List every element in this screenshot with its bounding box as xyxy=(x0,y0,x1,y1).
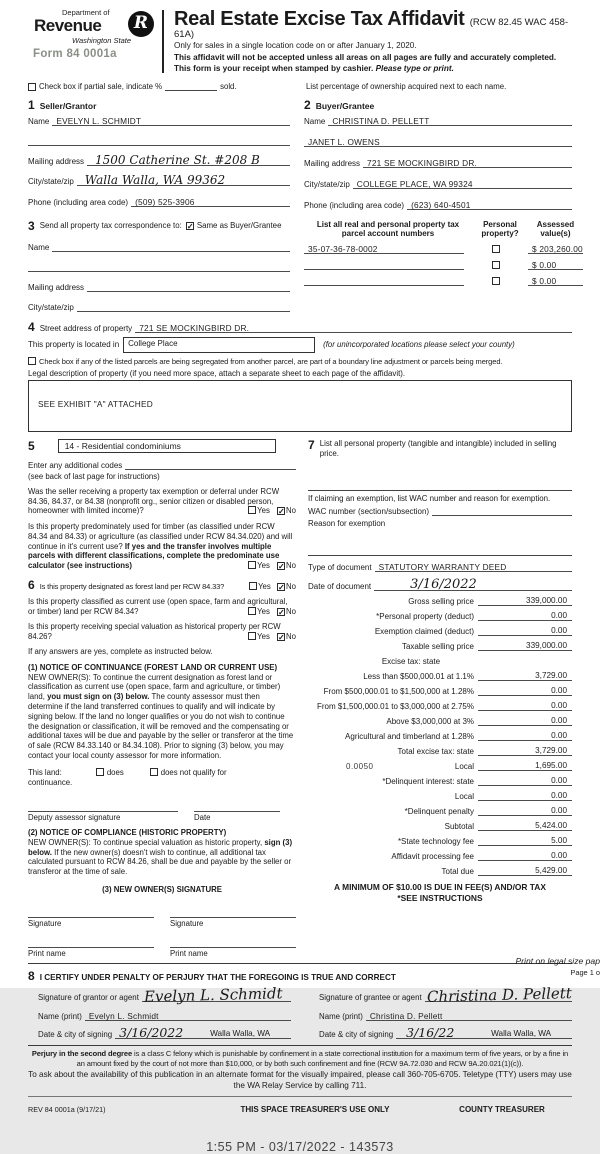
grantee-city-value: Walla Walla, WA xyxy=(491,1028,552,1038)
does-not-label: does not qualify for xyxy=(160,767,227,777)
form-title: Real Estate Excise Tax Affidavit xyxy=(174,8,465,30)
treasurer-stamp: 1:55 PM - 03/17/2022 - 143573 xyxy=(206,1139,394,1154)
tax-row: *Personal property (deduct) 0.00 xyxy=(308,611,572,621)
correspondence-label: Send all property tax correspondence to: xyxy=(39,221,182,231)
total-due-field[interactable]: 5,429.00 xyxy=(478,866,572,876)
buyer-mailing-value: 721 SE MOCKINGBIRD DR. xyxy=(367,157,478,168)
legal-description-label: Legal description of property (if you need more space, attach a separate sheet to each page of the affidavit). xyxy=(28,368,406,378)
document-date-value: 3/16/2022 xyxy=(410,576,477,592)
perjury-notice: Perjury in the second degree is a class C felony which is punishable by confinement in a state correctional institution for a maximum term of five years, or by a fine in an amount fixed by the court of not more than $10,000, or by both such confinement and fine (RCW 9A.72.030 and RCW 9A.20.021(1)(c)). xyxy=(31,1048,569,1068)
timber-no-checkbox[interactable]: ✓ xyxy=(278,562,285,572)
grantee-date-value: 3/16/22 xyxy=(406,1024,455,1040)
does-label: does xyxy=(106,767,124,777)
current-use-question: Is this property classified as current use (open space, farm and agricultural, or timber) land per RCW 84.34? Yes ✓No xyxy=(28,596,296,617)
segregated-label: Check box if any of the listed parcels are being segregated from another parcel, are part of a boundary line adjustment or parcels being merged. xyxy=(39,356,503,366)
grantee-signature-value: Christina D. Pellett xyxy=(426,984,572,1006)
legal-description-box[interactable] xyxy=(28,380,572,432)
gross-selling-price-field[interactable]: 339,000.00 xyxy=(478,596,572,606)
buyer-city-field[interactable] xyxy=(353,178,572,189)
if-yes-note: If any answers are yes, complete as instructed below. xyxy=(28,646,213,656)
seller-section-title: Seller/Grantor xyxy=(39,100,97,111)
additional-codes-field[interactable] xyxy=(125,460,296,470)
exemption-no-checkbox[interactable]: ✓ xyxy=(278,507,285,517)
personal-property-field[interactable] xyxy=(308,459,572,491)
buyer-name2-field[interactable] xyxy=(304,136,572,147)
historical-no-checkbox[interactable]: ✓ xyxy=(278,633,285,643)
tax-row: Exemption claimed (deduct) 0.00 xyxy=(308,626,572,636)
seller-city-field[interactable] xyxy=(77,172,290,187)
header-note-2: This affidavit will not be accepted unless all areas on all pages are fully and accurately completed. xyxy=(174,52,557,62)
personal-property-checkbox[interactable] xyxy=(492,245,500,253)
delinquent-interest-local-field[interactable]: 0.00 xyxy=(478,791,572,801)
same-as-buyer-label: Same as Buyer/Grantee xyxy=(196,221,282,231)
seller-city-value: Walla Walla, WA 99362 xyxy=(84,172,226,187)
new-owner-signature-field-2[interactable] xyxy=(170,908,296,918)
tax-row: *State technology fee 5.00 xyxy=(308,836,572,846)
buyer-phone-value: (623) 640-4501 xyxy=(411,199,471,210)
divider xyxy=(28,1045,572,1046)
parcel-number-field[interactable] xyxy=(304,275,464,286)
assessed-value-field[interactable]: $ 0.00 xyxy=(528,275,583,286)
notice-compliance-title: (2) NOTICE OF COMPLIANCE (HISTORIC PROPERTY) xyxy=(28,827,227,837)
timber-agriculture-question: Is this property predominately used for timber (as classified under RCW 84.34 and 84.33) or agriculture (as classified under RCW 84.34.020) and will continue in it's current use? If yes and the transfer involves multiple parcels with different classifications, complete the predominate use calculator (see instructions) Yes ✓No xyxy=(28,522,296,572)
taxable-selling-price-field[interactable]: 339,000.00 xyxy=(478,641,572,651)
treasurer-use-label: THIS SPACE TREASURER'S USE ONLY xyxy=(240,1104,390,1114)
header-note-3: This form is your receipt when stamped by cashier. Please type or print. xyxy=(174,64,454,74)
buyer-mailing-field[interactable] xyxy=(363,157,572,168)
correspondence-mailing-field[interactable] xyxy=(87,282,290,292)
form-rcw-reference: (RCW 82.45 WAC 458-61A) xyxy=(174,17,569,40)
dept-of-label: Department of xyxy=(62,8,110,17)
delinquent-penalty-field[interactable]: 0.00 xyxy=(478,806,572,816)
section-1-number: 1 xyxy=(28,97,35,112)
tier4-tax-field[interactable]: 0.00 xyxy=(478,716,572,726)
tax-row: From $1,500,000.01 to $3,000,000 at 2.75% 0.00 xyxy=(308,701,572,711)
header-divider xyxy=(162,10,164,73)
tax-row: Above $3,000,000 at 3% 0.00 xyxy=(308,716,572,726)
section-2-number: 2 xyxy=(304,97,311,112)
partial-sale-checkbox[interactable] xyxy=(28,83,36,91)
grantor-signature-value: Evelyn L. Schmidt xyxy=(143,984,283,1006)
total-state-excise-field[interactable]: 3,729.00 xyxy=(478,746,572,756)
seller-mailing-field[interactable] xyxy=(87,152,290,167)
tax-row: Subtotal 5,424.00 xyxy=(308,821,572,831)
new-owner-signature-row: Signature Signature xyxy=(28,908,296,928)
this-land-label: This land: xyxy=(28,767,62,777)
land-use-code-value: 14 - Residential condominiums xyxy=(64,440,181,451)
street-address-field[interactable] xyxy=(135,322,572,333)
correspondence-section: 3 Send all property tax correspondence to: ✓ Same as Buyer/Grantee Name Mailing address City/state/zip xyxy=(28,220,290,312)
seller-name-value: EVELYN L. SCHMIDT xyxy=(56,115,142,126)
assessed-value-col-header: Assessed value(s) xyxy=(536,219,575,239)
deputy-date-field[interactable] xyxy=(194,802,280,812)
exemption-note: If claiming an exemption, list WAC number and reason for exemption. xyxy=(308,493,551,503)
seller-section: 1 Seller/Grantor Name EVELYN L. SCHMIDT Mailing address 1500 Catherine St. #208 B City/state/zip Walla Walla, WA 99362 Phone (including area code) (509) 525-3906 xyxy=(28,99,290,210)
tier2-tax-field[interactable]: 0.00 xyxy=(478,686,572,696)
form-number: Form 84 0001a xyxy=(33,48,117,60)
document-type-field[interactable] xyxy=(375,561,572,572)
section-4-number: 4 xyxy=(28,319,35,334)
exemption-deferral-question: Was the seller receiving a property tax exemption or deferral under RCW 84.36, 84.37, or 84.38 (nonprofit org., senior citizen or disabled person, homeowner with limited income)? Yes ✓No xyxy=(28,486,296,517)
buyer-city-value: COLLEGE PLACE, WA 99324 xyxy=(356,178,473,189)
certification-section xyxy=(28,970,572,1039)
agricultural-tax-field[interactable]: 0.00 xyxy=(478,731,572,741)
affidavit-processing-fee-field[interactable]: 0.00 xyxy=(478,851,572,861)
new-owner-print-name-field-1[interactable] xyxy=(28,938,154,948)
new-owner-print-name-field-2[interactable] xyxy=(170,938,296,948)
current-use-no-checkbox[interactable]: ✓ xyxy=(278,607,285,617)
partial-sale-row xyxy=(28,82,572,91)
legal-description-value: SEE EXHIBIT "A" ATTACHED xyxy=(38,398,153,409)
grantee-date-city-field[interactable] xyxy=(396,1024,572,1040)
grantor-date-value: 3/16/2022 xyxy=(119,1024,184,1040)
revenue-wordmark: Revenue xyxy=(34,16,102,35)
washington-state-label: Washington State xyxy=(72,36,132,45)
tier1-tax-field[interactable]: 3,729.00 xyxy=(478,671,572,681)
local-rate-value[interactable]: 0.0050 xyxy=(346,761,374,771)
deputy-signature-field[interactable] xyxy=(28,802,178,812)
grantor-signature-field[interactable] xyxy=(142,984,291,1006)
grantor-print-name-field[interactable] xyxy=(85,1010,291,1021)
grantor-signature-block: Signature of grantor or agent Evelyn L. Schmidt Name (print) Evelyn L. Schmidt Date & city of signing 3/16/2022 Walla Walla, WA xyxy=(28,984,291,1039)
form-header xyxy=(28,8,572,75)
grantor-date-city-field[interactable] xyxy=(115,1024,291,1040)
tax-row: Total excise tax: state 3,729.00 xyxy=(308,746,572,756)
new-owner-print-name-row: Print name Print name xyxy=(28,938,296,958)
grantee-print-name-value: Christina D. Pellett xyxy=(369,1010,443,1021)
buyer-name-value: CHRISTINA D. PELLETT xyxy=(332,115,430,126)
street-address-value: 721 SE MOCKINGBIRD DR. xyxy=(139,322,250,333)
page-number: Page 1 o xyxy=(570,968,600,977)
current-use-yes-checkbox[interactable] xyxy=(248,607,256,615)
section-6-number: 6 xyxy=(28,577,35,592)
certification-statement: I CERTIFY UNDER PENALTY OF PERJURY THAT THE FOREGOING IS TRUE AND CORRECT xyxy=(39,972,396,982)
tax-row: Taxable selling price 339,000.00 xyxy=(308,641,572,651)
tax-row: Less than $500,000.01 at 1.1% 3,729.00 xyxy=(308,671,572,681)
rev-form-number: REV 84 0001a (9/17/21) xyxy=(28,1104,106,1114)
seller-name-field[interactable] xyxy=(52,115,290,126)
tax-row: Affidavit processing fee 0.00 xyxy=(308,851,572,861)
tax-row: Local 0.00 xyxy=(308,791,572,801)
grantee-signature-field[interactable] xyxy=(425,984,572,1006)
divider xyxy=(28,963,572,964)
document-date-field[interactable] xyxy=(374,576,572,592)
notice-continuance-paragraph: NEW OWNER(S): To continue the current designation as forest land or classification as current use (open space, farm and agriculture, or timber) land, you must sign on (3) below. The county assessor must then determine if the land transferred continues to qualify and will indicate by signing below. If the land no longer qualifies or you do not wish to continue the designation or classification, it will be removed and the compensating or additional taxes will be due and payable by the seller or transferor at the time of sale (RCW 84.33.140 or 84.34.108). Prior to signing (3) below, you may contact your local county assessor for more information. xyxy=(28,672,294,761)
personal-property-deduct-field[interactable]: 0.00 xyxy=(478,611,572,621)
state-technology-fee-field[interactable]: 5.00 xyxy=(478,836,572,846)
personal-property-col-header: Personal property? xyxy=(481,219,519,239)
dor-logo-icon: R xyxy=(128,11,154,37)
local-tax-row: 0.0050 Local 1,695.00 xyxy=(308,761,572,771)
sold-label: sold. xyxy=(220,81,237,91)
located-in-value: College Place xyxy=(128,338,178,348)
deputy-assessor-row: Deputy assessor signature Date xyxy=(28,802,296,822)
exemption-yes-checkbox[interactable] xyxy=(248,506,256,514)
exemption-claimed-field[interactable]: 0.00 xyxy=(478,626,572,636)
tier3-tax-field[interactable]: 0.00 xyxy=(478,701,572,711)
new-owner-signature-title: (3) NEW OWNER(S) SIGNATURE xyxy=(102,884,222,894)
section-7-number: 7 xyxy=(308,437,315,452)
reason-for-exemption-label: Reason for exemption xyxy=(308,518,386,528)
local-tax-field[interactable]: 1,695.00 xyxy=(478,761,572,771)
personal-property-intro: List all personal property (tangible and intangible) included in selling price. xyxy=(319,438,557,458)
grantee-print-name-field[interactable] xyxy=(366,1010,572,1021)
footer-row xyxy=(28,1105,572,1114)
notice-continuance-title: (1) NOTICE OF CONTINUANCE (FOREST LAND OR CURRENT USE) xyxy=(28,662,278,672)
parcel-row xyxy=(304,259,583,270)
buyer-name2-value: JANET L. OWENS xyxy=(308,136,380,147)
parcel-table xyxy=(304,220,583,312)
new-owner-signature-field-1[interactable] xyxy=(28,908,154,918)
tax-row: *Delinquent penalty 0.00 xyxy=(308,806,572,816)
continuance-label: continuance. xyxy=(28,777,73,787)
forest-yes-checkbox[interactable] xyxy=(249,582,257,590)
historical-property-question: Is this property receiving special valuation as historical property per RCW 84.26? Yes ✓No xyxy=(28,622,296,643)
title-block xyxy=(174,8,572,75)
unincorporated-note: (for unincorporated locations please select your county) xyxy=(323,340,515,350)
parcel-number-field[interactable] xyxy=(304,259,464,270)
ownership-note: List percentage of ownership acquired next to each name. xyxy=(306,81,507,91)
codes-instructions-note: (see back of last page for instructions) xyxy=(28,471,160,481)
correspondence-name-field[interactable] xyxy=(52,242,290,252)
land-qualify-row xyxy=(28,768,296,777)
located-in-input[interactable] xyxy=(123,337,315,353)
seller-phone-field[interactable] xyxy=(131,196,290,207)
parcel-number-field[interactable]: 35-07-36-78-0002 xyxy=(304,243,464,254)
buyer-name-field[interactable] xyxy=(328,115,572,126)
see-instructions-note: *SEE INSTRUCTIONS xyxy=(397,893,483,904)
same-as-buyer-checkbox[interactable]: ✓ xyxy=(186,221,194,231)
personal-property-checkbox[interactable] xyxy=(492,277,500,285)
grantor-city-value: Walla Walla, WA xyxy=(210,1028,271,1038)
personal-property-checkbox[interactable] xyxy=(492,261,500,269)
seller-mailing-value: 1500 Catherine St. #208 B xyxy=(95,152,260,167)
historical-yes-checkbox[interactable] xyxy=(248,632,256,640)
parcel-col-header: List all real and personal property tax parcel account numbers xyxy=(316,219,460,239)
correspondence-city-field[interactable] xyxy=(77,302,290,312)
property-location-section: 4 Street address of property 721 SE MOCKINGBIRD DR. This property is located in College Place (for unincorporated locations please select your county) Check box if any of the listed parcels are being segregated from another parcel, are part of a boundary line adjustment or parcels being merged. Legal description of property (if you need more space, attach a separate sheet to each page of the affidavit). SEE EXHIBIT "A" ATTACHED xyxy=(28,321,572,432)
accessibility-notice: To ask about the availability of this publication in an alternate format for the visually impaired, please call 360-705-6705. Teletype (TTY) users may use the WA Relay Service by calling 711. xyxy=(28,1070,572,1090)
tax-computation-column: 7 List all personal property (tangible and intangible) included in selling price. If claiming an exemption, list WAC number and reason for exemption. WAC number (section/subsection) Reason for exemption Type of document STATUTORY WARRANTY DEED Date of document 3/16/2022 Gross selling price 339,000.00 *Personal property (deduct) 0.00 Exemption claimed (deduct) 0.00 Taxable selling price 339,000.00 Excise tax: state Less than $500,000.01 at 1.1% 3,729.00 From $500,000.01 to $1,500,000 at 1.28% 0.00 From $1,500,000.01 to $3,000,000 at 2.75% 0.00 Above $3,000,000 at 3% 0.00 Agricultural and timberland at 1.28% 0.00 Total excise tax: state 3,729.00 0.0050 Local 1,695.00 *Delinquent interest: state 0.00 Local 0.00 *Delinquent penalty 0.00 Subtotal 5,424.00 *State technology fee 5.00 Affidavit processing fee 0.00 Total due 5,429.00 A MINIMUM OF $10.00 IS DUE IN FEE(S) AND/OR TAX *SEE INSTRUCTIONS xyxy=(308,439,572,958)
grantee-signature-block: Signature of grantee or agent Christina D. Pellett Name (print) Christina D. Pellett Date & city of signing 3/16/22 Walla Walla, WA xyxy=(319,984,572,1040)
wac-number-field[interactable] xyxy=(432,506,572,516)
use-classification-column: 5 14 - Residential condominiums Enter any additional codes (see back of last page for instructions) Was the seller receiving a property tax exemption or deferral under RCW 84.36, 84.37, or 84.38 (nonprofit org., senior citizen or disabled person, homeowner with limited income)? Yes ✓No Is this property predominately used for timber (as classified under RCW 84.34 and 84.33) or agriculture (as classified under RCW 84.34.020) and will continue in it's current use? If yes and the transfer involves multiple parcels with different classifications, complete the predominate use calculator (see instructions) Yes ✓No 6 Is this property designated as forest land per RCW 84.33? Yes ✓No Is this property classified as current use (open space, farm and agricultural, or timber) land per RCW 84.34? Yes ✓No Is this property receiving special valuation as historical property per RCW 84.26? Yes ✓No If any answers are yes, complete as instructed below. (1) NOTICE OF CONTINUANCE (FOREST LAND OR CURRENT USE) NEW OWNER(S): To continue the current designation as forest land or classification as current use (open space, farm and agriculture, or timber) land, you must sign on (3) below. The county assessor must then determine if the land transferred continues to qualify and will indicate by signing below. If the land no longer qualifies or you do not wish to continue the designation or classification, it will be removed and the compensating or additional taxes will be due and payable by the seller or transferor at the time of sale (RCW 84.33.140 or 84.34.108). Prior to signing (3) below, you may contact your local county assessor for more information. This land: does does not qualify for continuance. Deputy assessor signature Date (2) NOTICE OF COMPLIANCE (HISTORIC PROPERTY) NEW OWNER(S): To continue special valuation as historic property, sign (3) below. If the new owner(s) doesn't wish to continue, all additional tax calculated pursuant to RCW 84.26, shall be due and payable by the seller or transferor at the time of sale. (3) NEW OWNER(S) SIGNATURE Signature Signature Print name Print name xyxy=(28,438,296,958)
segregated-checkbox[interactable] xyxy=(28,357,36,365)
land-use-code-input[interactable] xyxy=(58,439,276,453)
delinquent-interest-state-field[interactable]: 0.00 xyxy=(478,776,572,786)
section-3-number: 3 xyxy=(28,218,35,233)
excise-tax-state-header: Excise tax: state xyxy=(381,656,441,666)
section-5-number: 5 xyxy=(28,438,35,453)
partial-sale-percent-field[interactable] xyxy=(165,90,217,91)
subtotal-field[interactable]: 5,424.00 xyxy=(478,821,572,831)
tax-row: From $500,000.01 to $1,500,000 at 1.28% 0.00 xyxy=(308,686,572,696)
timber-yes-checkbox[interactable] xyxy=(248,561,256,569)
seller-name2-field[interactable] xyxy=(28,136,290,146)
correspondence-name2-field[interactable] xyxy=(28,262,290,272)
print-size-note: Print on legal size pap xyxy=(515,956,600,966)
minimum-due-note: A MINIMUM OF $10.00 IS DUE IN FEE(S) AND/OR TAX xyxy=(334,881,546,892)
buyer-section: 2 Buyer/Grantee Name CHRISTINA D. PELLETT JANET L. OWENS Mailing address 721 SE MOCKINGBIRD DR. City/state/zip COLLEGE PLACE, WA 99324 Phone (including area code) (623) 640-4501 xyxy=(304,99,572,210)
section-8-number: 8 xyxy=(28,968,35,983)
forest-land-question: 6 Is this property designated as forest land per RCW 84.33? Yes ✓No xyxy=(28,577,296,592)
located-in-label: This property is located in xyxy=(28,340,120,350)
buyer-section-title: Buyer/Grantee xyxy=(315,100,375,111)
assessed-value-field[interactable]: $ 203,260.00 xyxy=(528,243,583,254)
parcel-row xyxy=(304,275,583,286)
partial-sale-label: Check box if partial sale, indicate % xyxy=(39,81,163,91)
header-note-1: Only for sales in a single location code on or after January 1, 2020. xyxy=(174,41,417,50)
tax-row: Agricultural and timberland at 1.28% 0.00 xyxy=(308,731,572,741)
divider xyxy=(28,1096,572,1097)
assessed-value-field[interactable]: $ 0.00 xyxy=(528,259,583,270)
tax-row: Gross selling price 339,000.00 xyxy=(308,596,572,606)
dor-logo-block xyxy=(28,8,156,75)
does-not-checkbox[interactable] xyxy=(150,768,158,776)
notice-compliance-paragraph: NEW OWNER(S): To continue special valuation as historic property, sign (3) below. If the new owner(s) doesn't wish to continue, all additional tax calculated pursuant to RCW 84.26, shall be due and payable by the seller or transferor at the time of sale. xyxy=(28,837,293,877)
reason-for-exemption-field[interactable] xyxy=(308,528,572,556)
grantor-print-name-value: Evelyn L. Schmidt xyxy=(88,1010,159,1021)
buyer-phone-field[interactable] xyxy=(407,199,572,210)
county-treasurer-label: COUNTY TREASURER xyxy=(459,1104,545,1114)
seller-phone-value: (509) 525-3906 xyxy=(135,196,195,207)
does-checkbox[interactable] xyxy=(96,768,104,776)
tax-row: Total due 5,429.00 xyxy=(308,866,572,876)
tax-row: *Delinquent interest: state 0.00 xyxy=(308,776,572,786)
document-type-value: STATUTORY WARRANTY DEED xyxy=(378,561,507,572)
forest-no-checkbox[interactable]: ✓ xyxy=(278,582,285,592)
parcel-row xyxy=(304,243,583,254)
